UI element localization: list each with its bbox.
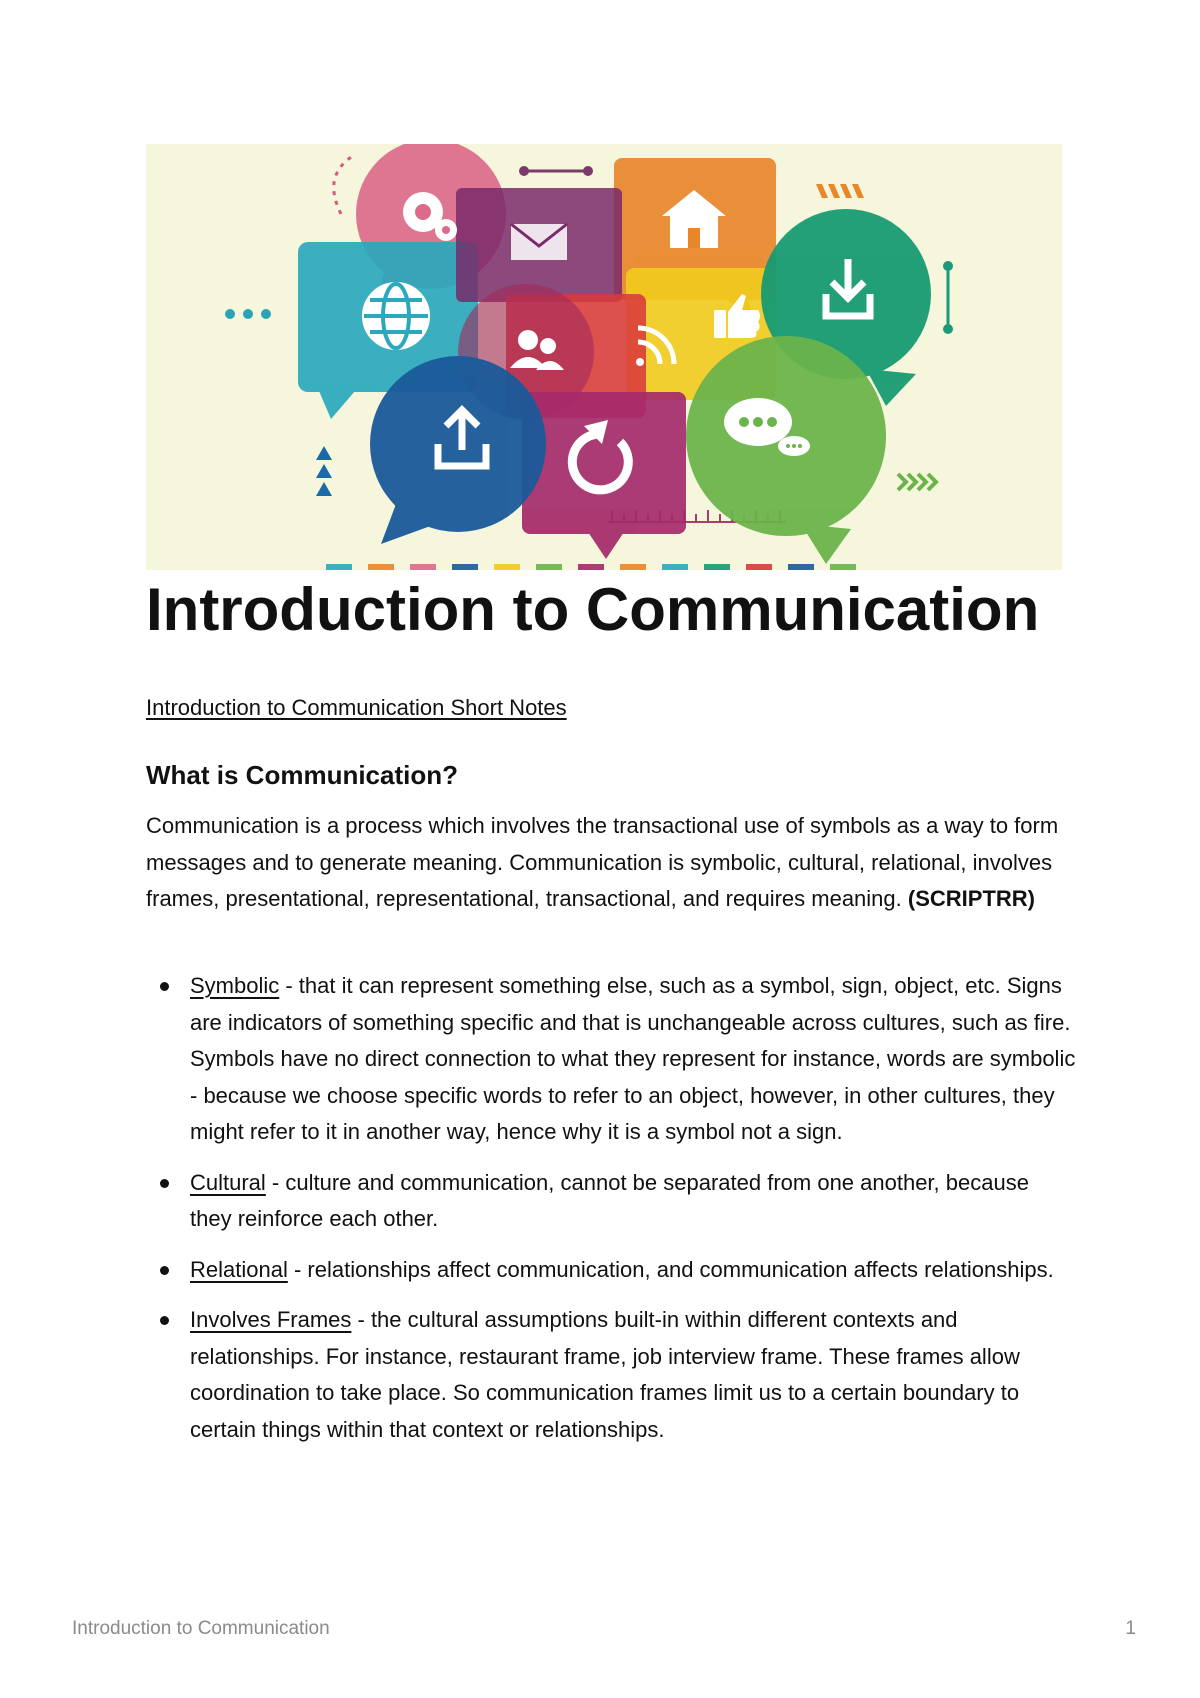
bullet-icon bbox=[160, 982, 169, 991]
bullet-icon bbox=[160, 1266, 169, 1275]
section-heading: What is Communication? bbox=[146, 760, 458, 790]
bullet-text: - culture and communication, cannot be separated from one another, because they reinforce each other. bbox=[190, 1169, 1029, 1231]
intro-text: Communication is a process which involves the transactional use of symbols as a way to form messages and to generate meaning. Communication is symbolic, cultural, relational, involves frames, presentational, representational, transactional, and requires meaning. bbox=[146, 813, 1059, 911]
bullet-icon bbox=[160, 1179, 169, 1188]
footer-title: Introduction to Communication bbox=[72, 1618, 330, 1639]
list-item bbox=[146, 968, 1076, 1151]
page-number: 1 bbox=[1125, 1618, 1136, 1639]
intro-paragraph bbox=[146, 808, 1066, 918]
bullet-text: - the cultural assumptions built-in within different contexts and relationships. For instance, restaurant frame, job interview frame. These frames allow coordination to take place. So communication frames limit us to a certain boundary to certain things within that context or relationships. bbox=[190, 1307, 1020, 1442]
list-item bbox=[146, 1165, 1076, 1238]
list-item bbox=[146, 1252, 1076, 1289]
bullet-text: - relationships affect communication, and communication affects relationships. bbox=[287, 1256, 1054, 1282]
bullet-text: - that it can represent something else, such as a symbol, sign, object, etc. Signs are indicators of something specific and that is unchangeable across cultures, such as fire. Symbols have no direct connection to what they represent for instance, words are symbolic - because we choose specific words to refer to an object, however, in other cultures, they might refer to it in another way, hence why it is a symbol not a sign. bbox=[190, 973, 1076, 1144]
bullet-term: Cultural bbox=[190, 1169, 266, 1195]
intro-acronym: (SCRIPTRR) bbox=[907, 886, 1035, 911]
cover-illustration bbox=[146, 144, 1062, 570]
short-notes-link[interactable]: Introduction to Communication Short Notes bbox=[146, 695, 567, 720]
list-item bbox=[146, 1302, 1076, 1448]
bullet-term: Involves Frames bbox=[190, 1307, 352, 1332]
bullet-term: Relational bbox=[190, 1256, 288, 1282]
bullet-term: Symbolic bbox=[190, 973, 280, 998]
bullet-icon bbox=[160, 1316, 169, 1325]
communication-collage bbox=[146, 144, 1062, 570]
document-title: Introduction to Communication bbox=[146, 576, 1040, 643]
bullet-list bbox=[146, 968, 1076, 1462]
globe-icon bbox=[364, 284, 428, 348]
envelope-icon bbox=[511, 224, 567, 260]
